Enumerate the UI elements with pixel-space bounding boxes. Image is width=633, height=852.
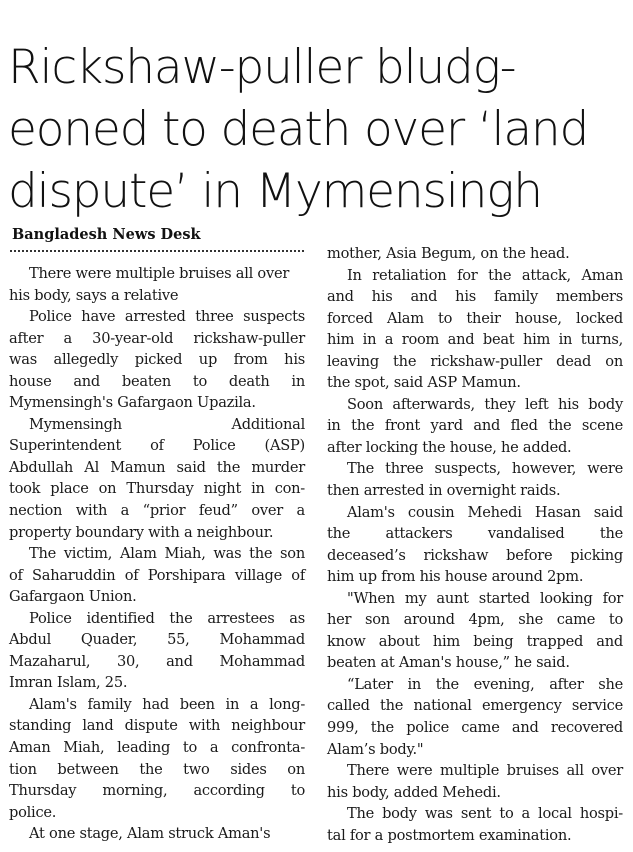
article-line: after a 30-year-old rickshaw-puller — [9, 329, 305, 347]
article-line: called the national emergency service — [327, 697, 623, 715]
article-line: his body, added Mehedi. — [327, 783, 501, 801]
article-line: then arrested in overnight raids. — [327, 482, 561, 500]
article-line: tion between the two sides on — [9, 760, 305, 778]
article-line: The body was sent to a local hospi- — [347, 805, 623, 823]
article-line: police. — [9, 803, 57, 821]
article-line: Mymensingh Additional — [29, 415, 305, 433]
article-line: the spot, said ASP Mamun. — [327, 374, 521, 392]
article-line: know about him being trapped and — [327, 632, 623, 650]
article-line: Abdullah Al Mamun said the murder — [9, 458, 305, 476]
byline: Bangladesh News Desk — [12, 226, 201, 243]
article-line: "When my aunt started looking for — [347, 589, 623, 607]
article-line: property boundary with a neighbour. — [9, 523, 274, 541]
article-line: the attackers vandalised the — [327, 525, 623, 543]
article-line: The victim, Alam Miah, was the son — [29, 545, 305, 563]
article-line: Thursday morning, according to — [9, 782, 305, 800]
article-line: and his and his family members — [327, 288, 623, 306]
article-line: Mazaharul, 30, and Mohammad — [9, 652, 305, 670]
article-line: Imran Islam, 25. — [9, 674, 128, 692]
article-line: was allegedly picked up from his — [9, 351, 305, 369]
headline-line: Rickshaw-puller bludg- — [8, 40, 516, 96]
right-column — [327, 243, 623, 846]
article-line: Abdul Quader, 55, Mohammad — [9, 631, 305, 649]
headline-line: dispute’ in Mymensingh — [8, 164, 542, 220]
article-line: 999, the police came and recovered — [327, 719, 623, 737]
article-line: Alam's cousin Mehedi Hasan said — [347, 503, 623, 521]
article-line: beaten at Aman's house,” he said. — [327, 654, 570, 672]
article-line: in the front yard and fled the scene — [327, 417, 623, 435]
article-line: The three suspects, however, were — [347, 460, 623, 478]
article-line: him up from his house around 2pm. — [327, 568, 584, 586]
article-line: nection with a “prior feud” over a — [9, 502, 305, 520]
article-line: “Later in the evening, after she — [347, 675, 623, 693]
article-line: standing land dispute with neighbour — [9, 717, 305, 735]
article-line: Superintendent of Police (ASP) — [9, 437, 305, 455]
article-line: Mymensingh's Gafargaon Upazila. — [9, 394, 256, 412]
article-line: Aman Miah, leading to a confronta- — [9, 739, 305, 757]
article-line: Police have arrested three suspects — [29, 308, 305, 326]
article-line: leaving the rickshaw-puller dead on — [327, 352, 623, 370]
article-line: took place on Thursday night in con- — [9, 480, 305, 498]
article-line: deceased’s rickshaw before picking — [327, 546, 623, 564]
article-line: Soon afterwards, they left his body — [347, 395, 623, 413]
article-line: her son around 4pm, she came to — [327, 611, 623, 629]
article-line: tal for a postmortem examination. — [327, 826, 572, 844]
article-line: Police identified the arrestees as — [29, 609, 305, 627]
article-line: forced Alam to their house, locked — [327, 309, 623, 327]
left-column — [9, 263, 305, 845]
article-line: Alam’s body." — [327, 740, 424, 758]
article-line: There were multiple bruises all over — [347, 762, 623, 780]
article-line: In retaliation for the attack, Aman — [347, 266, 623, 284]
article-line: house and beaten to death in — [9, 372, 305, 390]
article-line: mother, Asia Begum, on the head. — [327, 245, 570, 262]
headline-line: eoned to death over ‘land — [8, 102, 589, 158]
article-line: Gafargaon Union. — [9, 588, 137, 606]
article-line: him in a room and beat him in turns, — [327, 331, 623, 349]
article-line: There were multiple bruises all over — [29, 265, 290, 282]
article-line: after locking the house, he added. — [327, 438, 572, 456]
dotted-divider — [10, 250, 304, 252]
article-line: of Saharuddin of Porshipara village of — [9, 566, 305, 584]
article-line: At one stage, Alam struck Aman's — [29, 825, 271, 843]
headline — [8, 37, 628, 223]
article-line: Alam's family had been in a long- — [29, 695, 305, 713]
article-line: his body, says a relative — [9, 286, 179, 304]
